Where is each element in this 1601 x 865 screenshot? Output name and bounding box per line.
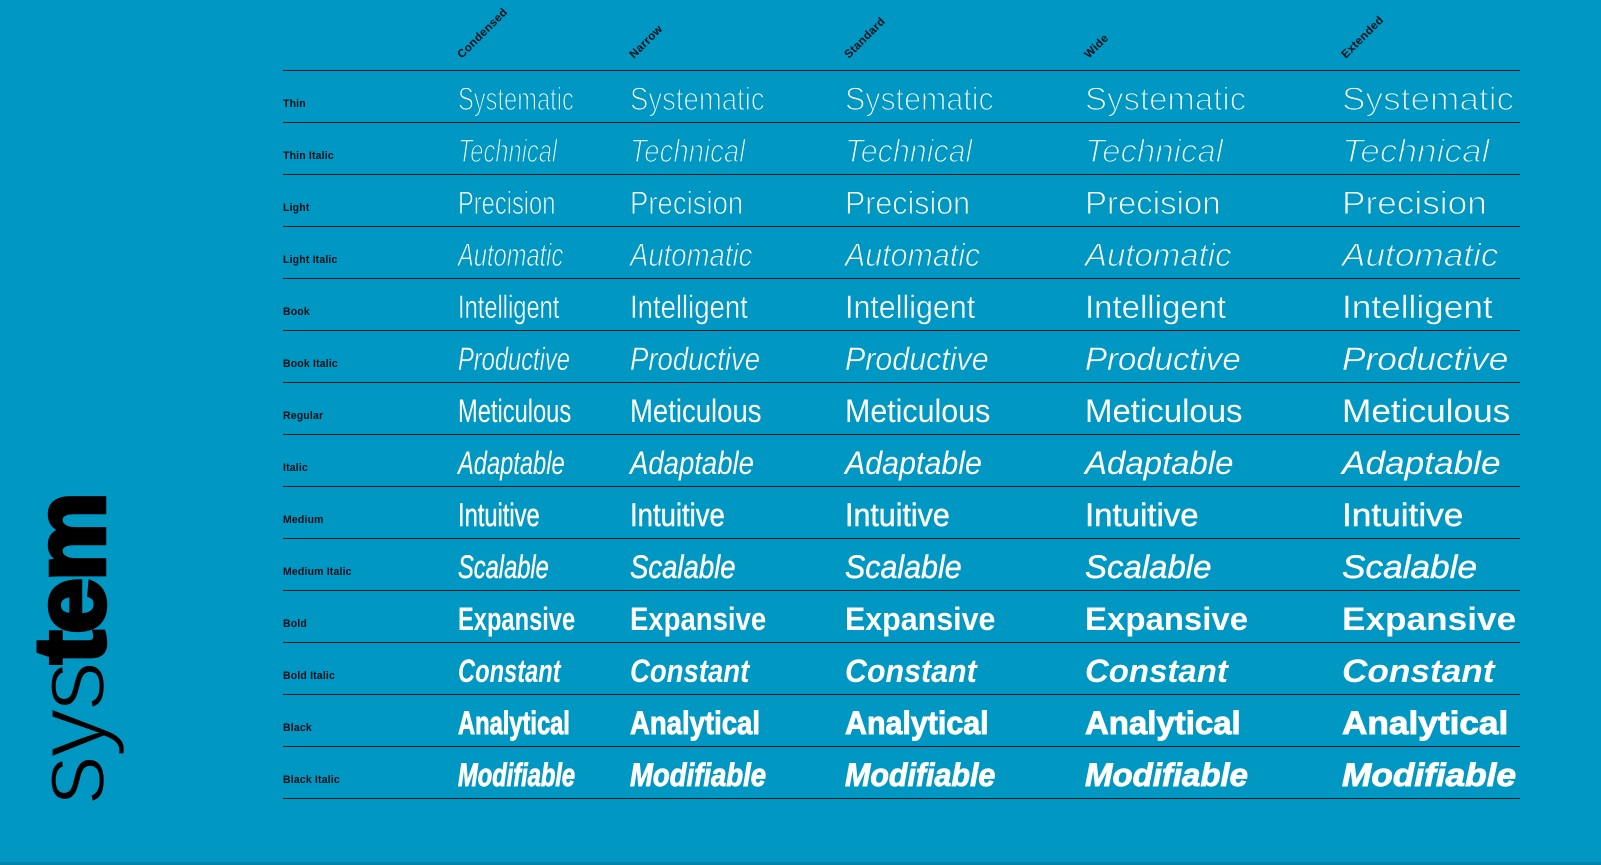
row-label-cell — [283, 123, 458, 174]
sample-cell — [630, 695, 845, 746]
sample-cell — [458, 331, 630, 382]
width-header-cell-extended — [1339, 0, 1520, 70]
sample-cell — [845, 591, 1085, 642]
sample-cell — [630, 747, 845, 798]
sample-cell — [458, 487, 630, 538]
sample-word: Automatic — [845, 237, 981, 273]
sample-cell — [1085, 383, 1342, 434]
width-header-row — [283, 0, 1520, 71]
sample-word: Scalable — [458, 549, 549, 585]
row-label-cell — [283, 591, 458, 642]
sample-cell — [630, 487, 845, 538]
sample-cell — [1342, 279, 1520, 330]
table-row — [283, 123, 1520, 175]
sample-cell — [458, 747, 630, 798]
row-label-cell — [283, 487, 458, 538]
sample-word: Meticulous — [630, 393, 762, 429]
sample-cell — [630, 643, 845, 694]
sample-cell — [630, 331, 845, 382]
sample-word: Analytical — [458, 705, 570, 741]
sample-cell — [630, 539, 845, 590]
sample-word: Expansive — [630, 601, 767, 637]
sample-cell — [458, 123, 630, 174]
sample-cell — [1085, 487, 1342, 538]
weight-name-label: Black Italic — [283, 774, 340, 786]
sample-word: Systematic — [458, 81, 574, 117]
sample-word: Constant — [1342, 653, 1495, 689]
row-label-cell — [283, 279, 458, 330]
sample-cell — [1342, 175, 1520, 226]
sample-cell — [1342, 591, 1520, 642]
sample-word: Intelligent — [845, 289, 976, 325]
sample-word: Productive — [458, 341, 570, 377]
sample-cell — [845, 175, 1085, 226]
table-row — [283, 643, 1520, 695]
sample-cell — [458, 591, 630, 642]
sample-cell — [630, 383, 845, 434]
sample-cell — [845, 227, 1085, 278]
sample-cell — [1342, 383, 1520, 434]
table-row — [283, 487, 1520, 539]
sample-word: Adaptable — [630, 445, 754, 481]
table-row — [283, 71, 1520, 123]
sample-cell — [630, 227, 845, 278]
sample-word: Systematic — [845, 81, 994, 117]
sample-cell — [1342, 331, 1520, 382]
sample-word: Modifiable — [1085, 757, 1248, 793]
sample-word: Technical — [1342, 133, 1490, 169]
sample-word: Adaptable — [1085, 445, 1234, 481]
sample-cell — [630, 123, 845, 174]
sample-word: Analytical — [1085, 705, 1241, 741]
sample-word: Technical — [845, 133, 973, 169]
sample-word: Technical — [1085, 133, 1224, 169]
sample-cell — [458, 539, 630, 590]
sample-cell — [1085, 175, 1342, 226]
sample-cell — [1085, 227, 1342, 278]
table-row — [283, 279, 1520, 331]
sample-word: Meticulous — [458, 393, 572, 429]
sample-word: Expansive — [1342, 601, 1517, 637]
sample-cell — [845, 435, 1085, 486]
sample-cell — [845, 695, 1085, 746]
sample-word: Scalable — [1085, 549, 1212, 585]
sample-cell — [458, 71, 630, 122]
sample-word: Intelligent — [1342, 289, 1493, 325]
weight-name-label: Medium Italic — [283, 566, 352, 578]
sample-word: Scalable — [1342, 549, 1478, 585]
sample-word: Constant — [1085, 653, 1228, 689]
sample-word: Automatic — [630, 237, 753, 273]
row-label-cell — [283, 643, 458, 694]
sample-word: Expansive — [458, 601, 576, 637]
sample-word: Productive — [845, 341, 989, 377]
sample-word: Scalable — [845, 549, 962, 585]
sample-cell — [1342, 435, 1520, 486]
width-header-label: Narrow — [627, 23, 666, 61]
weight-name-label: Black — [283, 722, 312, 734]
sample-word: Adaptable — [458, 445, 565, 481]
width-header-label: Wide — [1082, 32, 1112, 61]
sample-cell — [1342, 539, 1520, 590]
sample-cell — [1342, 747, 1520, 798]
sample-cell — [458, 435, 630, 486]
sample-word: Productive — [1342, 341, 1509, 377]
sample-cell — [1342, 123, 1520, 174]
sample-word: Intelligent — [630, 289, 748, 325]
sample-cell — [845, 331, 1085, 382]
sample-cell — [1085, 279, 1342, 330]
sample-cell — [1085, 747, 1342, 798]
sample-word: Constant — [845, 653, 977, 689]
row-label-cell — [283, 175, 458, 226]
brand-wordmark-light-part: sys — [14, 664, 126, 805]
table-row — [283, 539, 1520, 591]
sample-word: Productive — [630, 341, 761, 377]
header-spacer-cell — [283, 0, 458, 70]
table-row — [283, 435, 1520, 487]
sample-word: Automatic — [458, 237, 564, 273]
sample-word: Analytical — [845, 705, 989, 741]
sample-word: Adaptable — [845, 445, 982, 481]
sample-cell — [845, 123, 1085, 174]
sample-word: Automatic — [1085, 237, 1232, 273]
weight-name-label: Thin Italic — [283, 150, 334, 162]
sample-cell — [1085, 643, 1342, 694]
sample-word: Precision — [458, 185, 556, 221]
specimen-table — [283, 0, 1520, 799]
sample-cell — [845, 383, 1085, 434]
sample-cell — [1342, 487, 1520, 538]
sample-word: Intelligent — [458, 289, 560, 325]
sample-word: Technical — [630, 133, 746, 169]
sample-word: Intelligent — [1085, 289, 1227, 325]
width-header-cell-narrow — [627, 0, 845, 70]
sample-word: Meticulous — [1085, 393, 1243, 429]
sample-cell — [1085, 435, 1342, 486]
sample-cell — [458, 175, 630, 226]
sample-cell — [845, 71, 1085, 122]
width-header-label: Condensed — [455, 6, 511, 61]
sample-word: Constant — [458, 653, 561, 689]
sample-word: Modifiable — [458, 757, 576, 793]
sample-word: Precision — [845, 185, 971, 221]
sample-word: Intuitive — [1342, 497, 1464, 533]
weight-name-label: Bold Italic — [283, 670, 336, 682]
sample-word: Systematic — [1085, 81, 1247, 117]
row-label-cell — [283, 71, 458, 122]
sample-word: Technical — [458, 133, 558, 169]
sample-word: Intuitive — [630, 497, 725, 533]
weight-name-label: Medium — [283, 514, 324, 526]
width-header-cell-condensed — [455, 0, 630, 70]
row-label-cell — [283, 435, 458, 486]
table-row — [283, 331, 1520, 383]
weight-rows — [283, 71, 1520, 799]
sample-cell — [845, 539, 1085, 590]
weight-name-label: Italic — [283, 462, 308, 474]
sample-word: Modifiable — [630, 757, 767, 793]
sample-cell — [1085, 123, 1342, 174]
sample-cell — [458, 279, 630, 330]
row-label-cell — [283, 695, 458, 746]
sample-word: Scalable — [630, 549, 736, 585]
row-label-cell — [283, 747, 458, 798]
sample-word: Expansive — [1085, 601, 1249, 637]
sample-word: Productive — [1085, 341, 1241, 377]
sample-cell — [1085, 591, 1342, 642]
table-row — [283, 383, 1520, 435]
row-label-cell — [283, 227, 458, 278]
sample-word: Constant — [630, 653, 750, 689]
width-header-cell-wide — [1082, 0, 1342, 70]
weight-name-label: Book — [283, 306, 310, 318]
width-header-cell-standard — [842, 0, 1085, 70]
weight-name-label: Light — [283, 202, 310, 214]
row-label-cell — [283, 539, 458, 590]
sample-word: Precision — [1085, 185, 1221, 221]
table-row — [283, 591, 1520, 643]
sample-word: Intuitive — [1085, 497, 1199, 533]
row-label-cell — [283, 383, 458, 434]
weight-name-label: Book Italic — [283, 358, 338, 370]
table-row — [283, 695, 1520, 747]
sample-cell — [1342, 695, 1520, 746]
sample-cell — [845, 487, 1085, 538]
sample-cell — [845, 279, 1085, 330]
sample-cell — [458, 383, 630, 434]
sample-word: Meticulous — [845, 393, 991, 429]
width-header-label: Standard — [842, 15, 888, 61]
sample-cell — [1085, 71, 1342, 122]
sample-cell — [630, 175, 845, 226]
sample-cell — [630, 591, 845, 642]
sample-cell — [458, 643, 630, 694]
sample-word: Expansive — [845, 601, 996, 637]
sample-cell — [845, 747, 1085, 798]
sample-cell — [1342, 643, 1520, 694]
sample-cell — [630, 435, 845, 486]
weight-name-label: Bold — [283, 618, 307, 630]
sample-word: Adaptable — [1342, 445, 1501, 481]
sample-cell — [458, 227, 630, 278]
sample-cell — [630, 279, 845, 330]
table-row — [283, 227, 1520, 279]
row-label-cell — [283, 331, 458, 382]
sample-word: Analytical — [630, 705, 761, 741]
sample-cell — [1085, 695, 1342, 746]
sample-word: Systematic — [630, 81, 765, 117]
width-header-label: Extended — [1339, 14, 1387, 61]
weight-name-label: Light Italic — [283, 254, 338, 266]
sample-word: Precision — [1342, 185, 1487, 221]
sample-word: Automatic — [1342, 237, 1499, 273]
sample-cell — [1085, 331, 1342, 382]
table-row — [283, 747, 1520, 799]
weight-name-label: Regular — [283, 410, 324, 422]
sample-word: Meticulous — [1342, 393, 1511, 429]
sample-word: Modifiable — [845, 757, 996, 793]
sample-cell — [845, 643, 1085, 694]
sample-word: Intuitive — [458, 497, 540, 533]
sample-cell — [1342, 71, 1520, 122]
sample-cell — [1085, 539, 1342, 590]
sample-cell — [458, 695, 630, 746]
sample-word: Analytical — [1342, 705, 1509, 741]
table-row — [283, 175, 1520, 227]
sample-word: Intuitive — [845, 497, 950, 533]
sample-word: Modifiable — [1342, 757, 1517, 793]
weight-name-label: Thin — [283, 98, 306, 110]
sample-word: Precision — [630, 185, 744, 221]
sample-cell — [630, 71, 845, 122]
sample-cell — [1342, 227, 1520, 278]
brand-wordmark — [14, 475, 126, 805]
sample-word: Systematic — [1342, 81, 1515, 117]
brand-wordmark-bold-part: tem — [14, 495, 126, 664]
